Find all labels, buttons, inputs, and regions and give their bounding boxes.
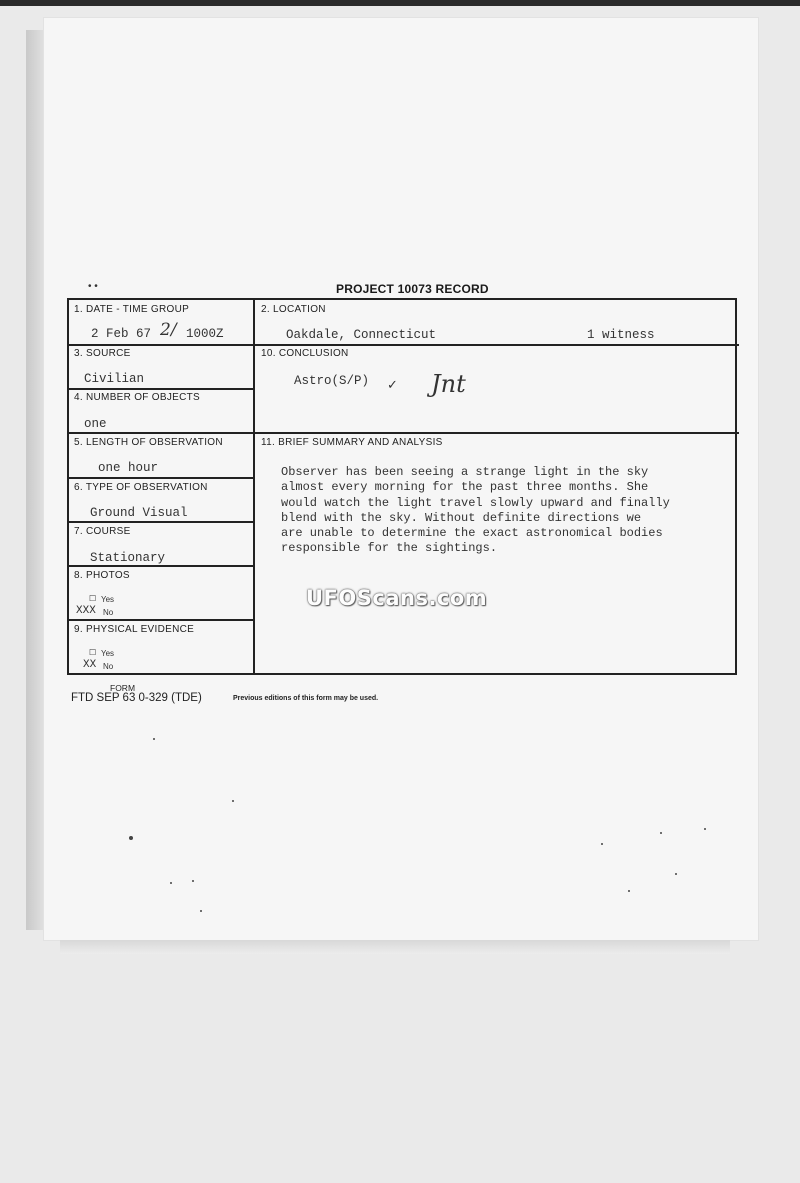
watermark: UFOScans.com: [306, 586, 488, 610]
scan-speck: [200, 910, 202, 912]
scan-speck: [704, 828, 706, 830]
scan-speck: [192, 880, 194, 882]
type-value: Ground Visual: [90, 506, 188, 520]
column-divider: [253, 300, 255, 673]
evidence-yes-label: Yes: [101, 649, 115, 658]
scan-speck: [601, 843, 603, 845]
row-divider: [69, 344, 739, 346]
evidence-no-mark: XX: [83, 659, 97, 671]
summary-line: blend with the sky. Without definite directions we: [281, 510, 642, 525]
photos-label: 8. PHOTOS: [74, 570, 130, 581]
record-form: [67, 298, 737, 675]
length-value: one hour: [98, 461, 159, 475]
date-time-label: 1. DATE - TIME GROUP: [74, 304, 190, 315]
evidence-label: 9. PHYSICAL EVIDENCE: [74, 624, 195, 635]
objects-label: 4. NUMBER OF OBJECTS: [74, 392, 201, 403]
footer-note: Previous editions of this form may be used.: [233, 695, 379, 702]
photos-yes-checkbox: ☐: [89, 594, 97, 603]
type-label: 6. TYPE OF OBSERVATION: [74, 482, 208, 493]
row-divider: [69, 477, 254, 479]
row-divider: [69, 432, 739, 434]
conclusion-label: 10. CONCLUSION: [261, 348, 349, 359]
row-divider: [69, 521, 254, 523]
source-value: Civilian: [84, 372, 145, 386]
row-divider: [69, 565, 254, 567]
summary-line: Observer has been seeing a strange light in the sky: [281, 465, 649, 479]
objects-value: one: [84, 417, 107, 431]
scan-shadow: [26, 30, 44, 930]
footer-form-id: FTD SEP 63 0-329 (TDE): [71, 692, 202, 704]
photos-no-label: No: [103, 608, 114, 617]
paper-edge: [60, 940, 730, 954]
scan-speck: [153, 738, 155, 740]
scan-speck: [660, 832, 662, 834]
row-divider: [69, 388, 254, 390]
summary-line: almost every morning for the past three months. She: [281, 480, 649, 495]
handwritten-annotation: 2/: [160, 320, 177, 340]
form-title: PROJECT 10073 RECORD: [336, 282, 489, 296]
summary-line: are unable to determine the exact astronomical bodies: [281, 526, 663, 541]
scan-speck: [628, 890, 630, 892]
conclusion-value: Astro(S/P): [294, 374, 370, 388]
check-mark: ✓: [387, 378, 398, 393]
footer-form-word: FORM: [110, 683, 136, 693]
handwritten-initials: Jnt: [431, 370, 466, 398]
summary-line: would watch the light travel slowly upward and finally: [281, 495, 670, 510]
row-divider: [69, 619, 254, 621]
photos-no-mark: XXX: [76, 605, 96, 617]
location-value: Oakdale, Connecticut: [286, 328, 437, 342]
scan-speck: [129, 836, 133, 840]
time-value: 1000Z: [186, 327, 224, 341]
length-label: 5. LENGTH OF OBSERVATION: [74, 437, 223, 448]
source-label: 3. SOURCE: [74, 348, 131, 359]
scan-top-edge: [0, 0, 800, 6]
witness-count: 1 witness: [587, 328, 655, 342]
summary-label: 11. BRIEF SUMMARY AND ANALYSIS: [261, 437, 443, 448]
evidence-yes-checkbox: ☐: [89, 648, 97, 657]
summary-text: [281, 465, 701, 557]
location-label: 2. LOCATION: [261, 304, 326, 315]
date-value: 2 Feb 67: [91, 327, 152, 341]
summary-line: responsible for the sightings.: [281, 541, 498, 556]
scan-dots: • •: [88, 281, 98, 292]
course-value: Stationary: [90, 551, 166, 565]
evidence-no-label: No: [103, 662, 114, 671]
photos-yes-label: Yes: [101, 595, 115, 604]
course-label: 7. COURSE: [74, 526, 131, 537]
scan-speck: [675, 873, 677, 875]
scan-speck: [232, 800, 234, 802]
scan-speck: [170, 882, 172, 884]
